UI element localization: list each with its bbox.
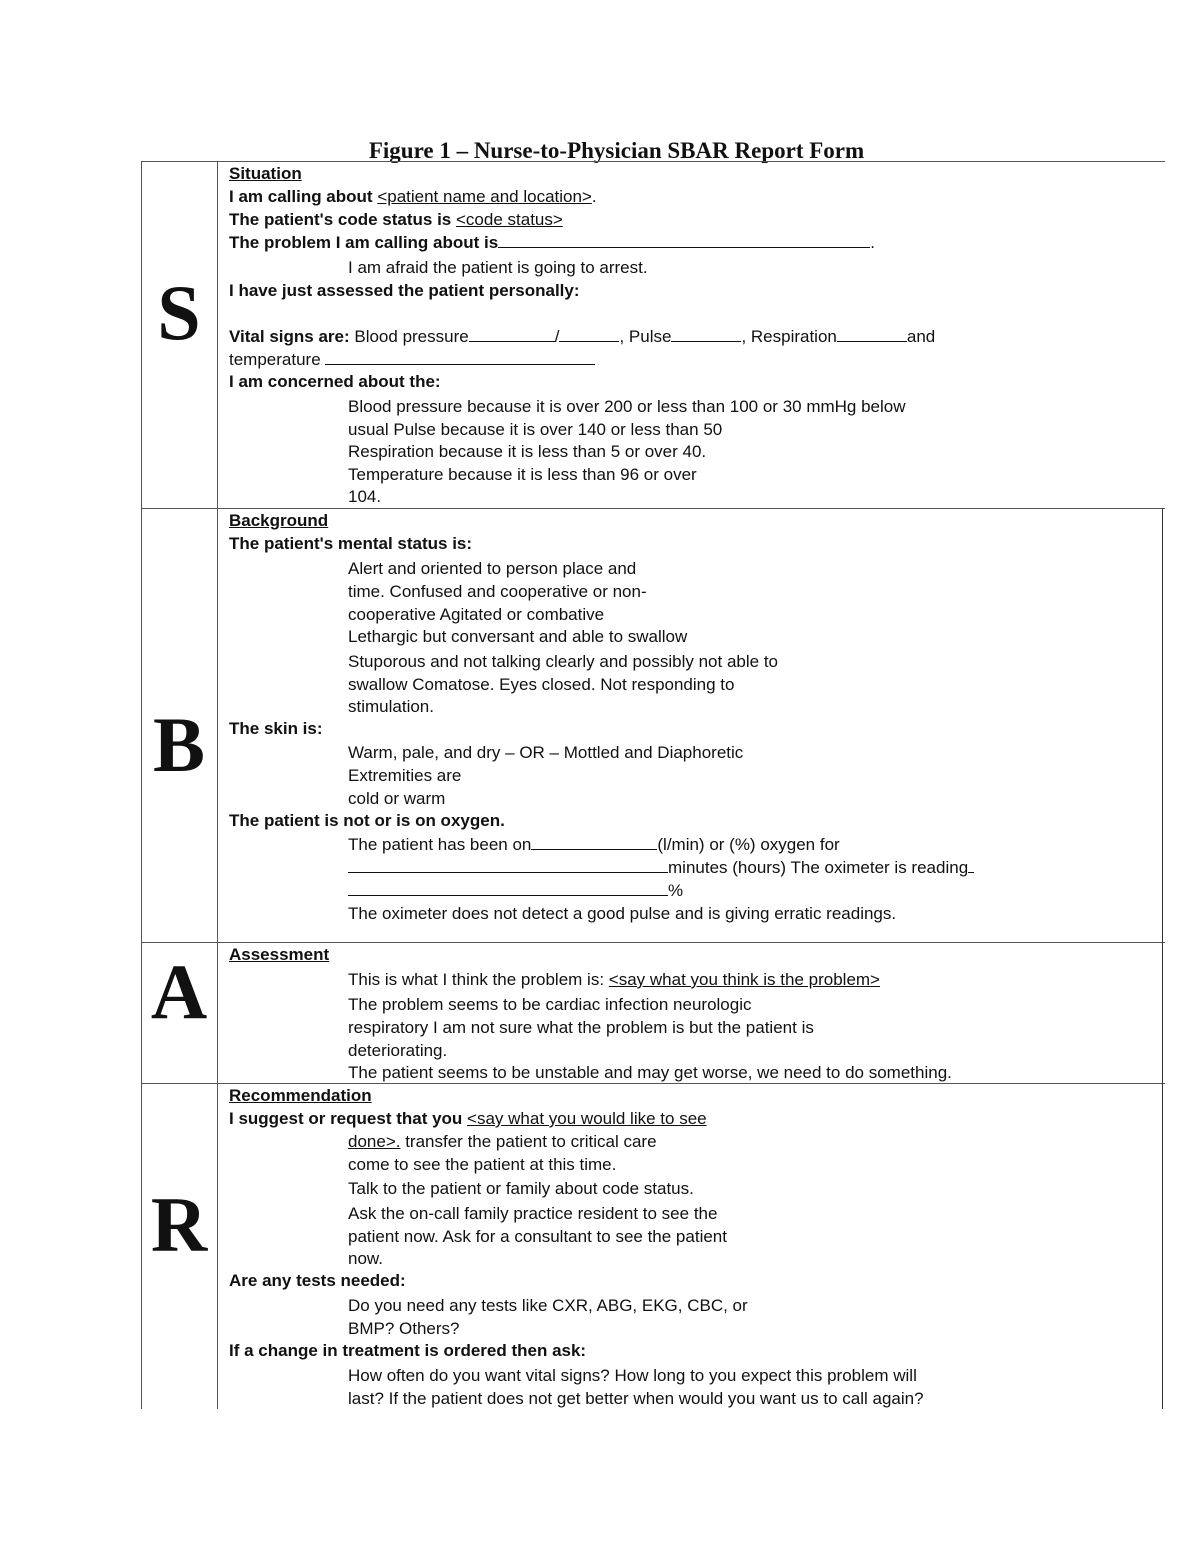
background-heading: Background — [229, 511, 329, 530]
suggest-option: Talk to the patient or family about code status. — [348, 1179, 694, 1198]
section-letter-r: R — [150, 1181, 208, 1268]
mental-status-line: swallow Comatose. Eyes closed. Not responding to — [348, 675, 735, 694]
oxygen-label: The patient is not or is on oxygen. — [229, 811, 505, 830]
code-status-line: The patient's code status is <code status> — [229, 210, 563, 229]
concern-line: Respiration because it is less than 5 or over 40. — [348, 442, 707, 461]
assessment-line: respiratory I am not sure what the problem is but the patient is — [348, 1018, 814, 1037]
oximeter-reading-blank — [348, 881, 668, 896]
calling-about-line: I am calling about <patient name and location>. — [229, 187, 597, 206]
table-right-border — [1162, 508, 1163, 1409]
skin-label: The skin is: — [229, 719, 323, 738]
assessment-line: The problem seems to be cardiac infection neurologic — [348, 995, 752, 1014]
bp-diastolic-blank — [559, 327, 619, 342]
section-letter-b: B — [152, 701, 206, 788]
sbar-table — [141, 161, 1165, 1409]
oximeter-reading-line: % — [348, 881, 683, 901]
section-letter-s: S — [157, 269, 201, 356]
suggest-option: patient now. Ask for a consultant to see the patient — [348, 1227, 727, 1246]
mental-status-line: Lethargic but conversant and able to swallow — [348, 627, 688, 646]
suggest-option: Ask the on-call family practice resident to see the — [348, 1204, 718, 1223]
code-status-field: <code status> — [456, 210, 563, 229]
temperature-line: temperature — [229, 350, 595, 370]
table-top-border — [141, 161, 1165, 162]
concern-line: Blood pressure because it is over 200 or less than 100 or 30 mmHg below — [348, 397, 906, 416]
skin-line: Warm, pale, and dry – OR – Mottled and Diaphoretic — [348, 743, 744, 762]
concern-line: 104. — [348, 487, 382, 506]
change-line: last? If the patient does not get better when would you want us to call again? — [348, 1389, 924, 1408]
change-label: If a change in treatment is ordered then ask: — [229, 1341, 587, 1360]
assessment-heading: Assessment — [229, 945, 330, 964]
assessed-line: I have just assessed the patient personally: — [229, 281, 580, 300]
skin-line: cold or warm — [348, 789, 446, 808]
pulse-blank — [671, 327, 741, 342]
row-divider-b-a — [141, 942, 1165, 943]
patient-name-field: <patient name and location> — [377, 187, 592, 206]
problem-line: The problem I am calling about is . — [229, 233, 875, 252]
oxygen-rate-blank — [531, 835, 657, 850]
request-field: <say what you would like to see — [467, 1109, 707, 1128]
mental-status-line: Alert and oriented to person place and — [348, 559, 637, 578]
letter-column-divider — [217, 161, 218, 1409]
think-problem-line: This is what I think the problem is: <say what you think is the problem> — [348, 970, 880, 989]
suggest-line-2: done>. transfer the patient to critical care — [348, 1132, 657, 1151]
vital-signs-line: Vital signs are: Blood pressure / , Pulse , Respiration and — [229, 327, 936, 346]
bp-systolic-blank — [469, 327, 555, 342]
afraid-line: I am afraid the patient is going to arrest. — [348, 258, 648, 277]
skin-line: Extremities are — [348, 766, 462, 785]
row-divider-a-r — [141, 1083, 1165, 1084]
mental-status-line: stimulation. — [348, 697, 434, 716]
mental-status-line: cooperative Agitated or combative — [348, 605, 605, 624]
oxygen-duration-blank — [348, 858, 668, 873]
oximeter-note: The oximeter does not detect a good pulse and is giving erratic readings. — [348, 904, 897, 923]
mental-status-line: time. Confused and cooperative or non- — [348, 582, 647, 601]
suggest-option: come to see the patient at this time. — [348, 1155, 617, 1174]
suggest-option: now. — [348, 1249, 383, 1268]
mental-status-line: Stuporous and not talking clearly and possibly not able to — [348, 652, 778, 671]
assessment-line: deteriorating. — [348, 1041, 448, 1060]
suggest-line: I suggest or request that you <say what you would like to see — [229, 1109, 707, 1128]
recommendation-heading: Recommendation — [229, 1086, 372, 1105]
respiration-blank — [837, 327, 907, 342]
page-title: Figure 1 – Nurse-to-Physician SBAR Report Form — [368, 138, 865, 163]
mental-status-label: The patient's mental status is: — [229, 534, 473, 553]
oxygen-duration-line: minutes (hours) The oximeter is reading — [348, 858, 974, 878]
temperature-blank — [325, 350, 595, 365]
tests-label: Are any tests needed: — [229, 1271, 406, 1290]
oxygen-rate-line: The patient has been on (l/min) or (%) oxygen for — [348, 835, 840, 854]
problem-blank — [498, 233, 870, 248]
change-line: How often do you want vital signs? How long to you expect this problem will — [348, 1366, 917, 1385]
tests-line: BMP? Others? — [348, 1319, 460, 1338]
row-divider-s-b — [141, 508, 1165, 509]
problem-field: <say what you think is the problem> — [608, 970, 880, 989]
concerned-line: I am concerned about the: — [229, 372, 441, 391]
concern-line: usual Pulse because it is over 140 or less than 50 — [348, 420, 723, 439]
situation-heading: Situation — [229, 164, 302, 183]
section-letter-a: A — [150, 948, 208, 1035]
concern-line: Temperature because it is less than 96 or over — [348, 465, 697, 484]
assessment-line: The patient seems to be unstable and may get worse, we need to do something. — [348, 1063, 952, 1082]
tests-line: Do you need any tests like CXR, ABG, EKG, CBC, or — [348, 1296, 748, 1315]
